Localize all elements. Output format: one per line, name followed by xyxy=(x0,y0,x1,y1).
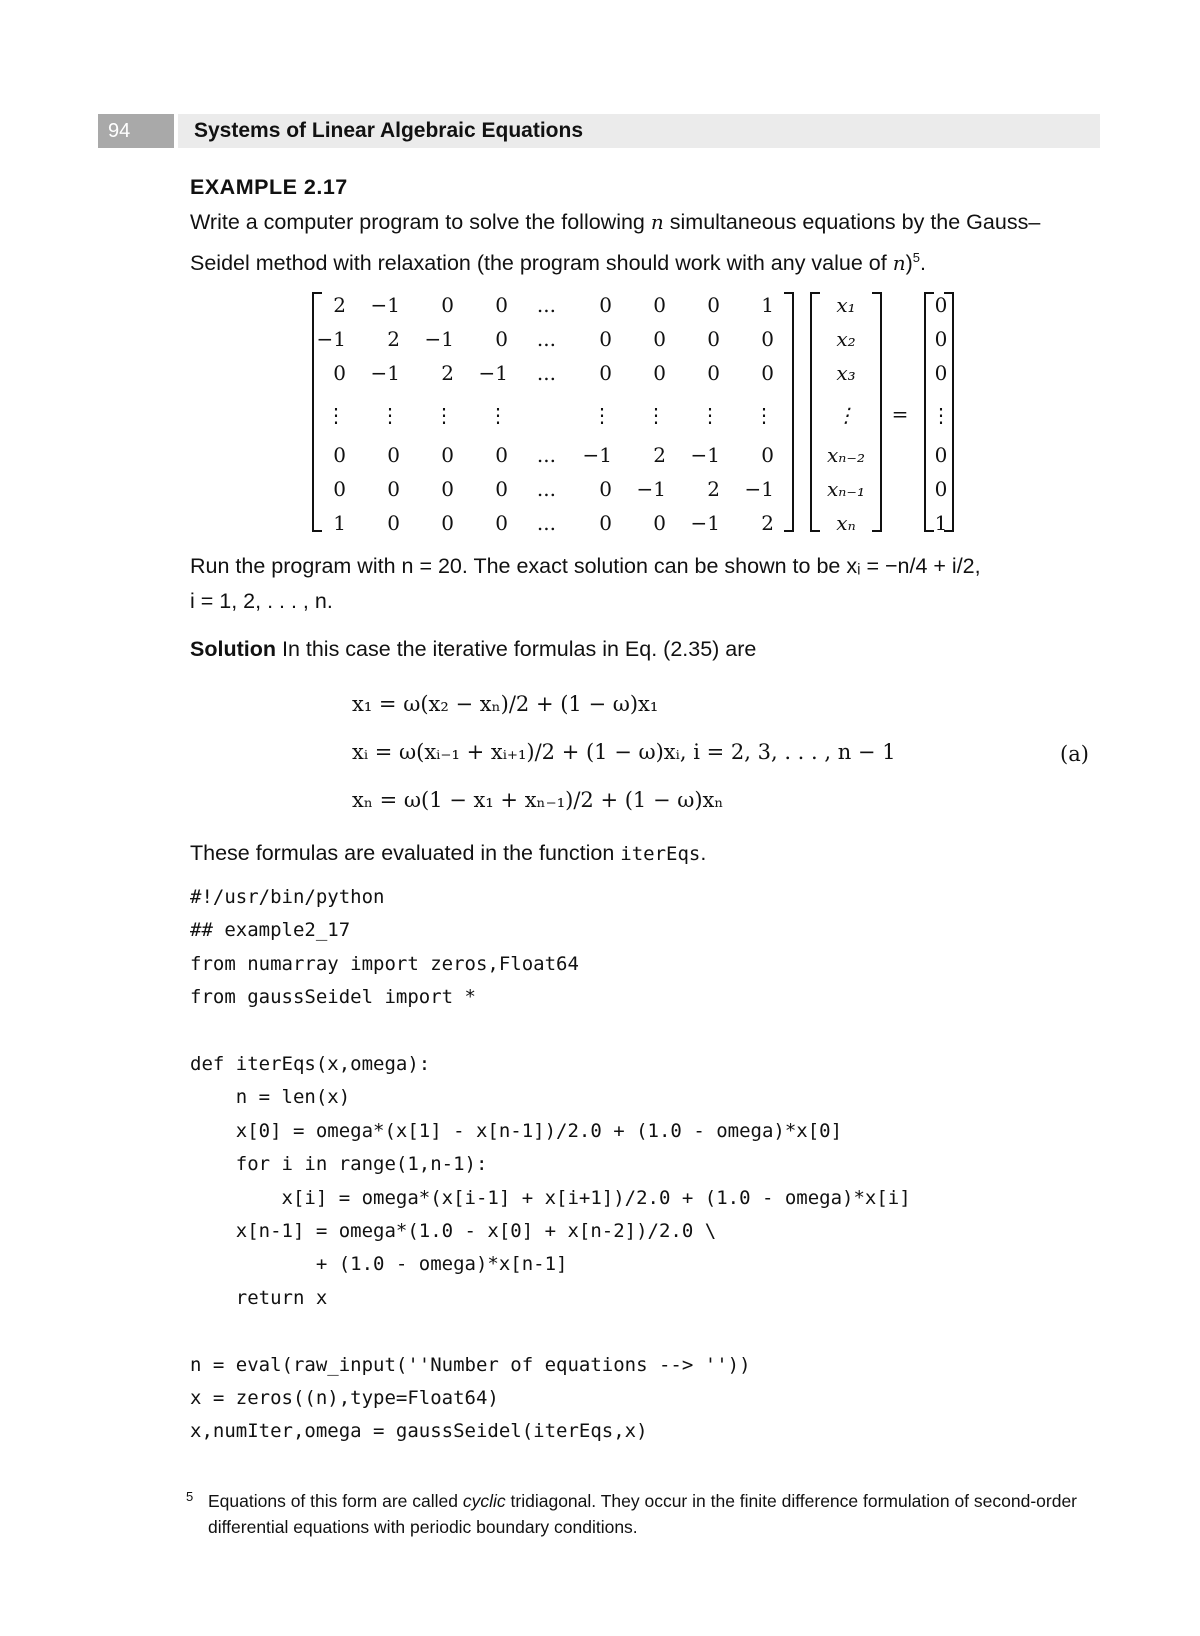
evaluated-text xyxy=(190,836,1100,872)
footnote-text-2: tridiagonal. They occur in the finite difference formulation of second-order differential equations with periodic boundary conditions. xyxy=(208,1491,1078,1537)
footnote xyxy=(186,1488,1106,1540)
rhs-entry: 1 xyxy=(934,511,948,535)
matrix-cell: 0 xyxy=(761,327,774,351)
matrix-cell: 0 xyxy=(653,511,666,535)
matrix-right-bracket xyxy=(784,292,794,532)
matrix-cell: 0 xyxy=(599,327,612,351)
matrix-cell: 0 xyxy=(387,443,400,467)
matrix-cell: −1 xyxy=(690,511,720,535)
matrix-cell: 0 xyxy=(441,293,454,317)
unknown-entry: x₂ xyxy=(836,327,856,351)
matrix-cell: ⋮ xyxy=(380,403,400,427)
code-line: x[n-1] = omega*(1.0 - x[0] + x[n-2])/2.0 \ xyxy=(190,1220,717,1242)
matrix-cell: 0 xyxy=(761,361,774,385)
matrix-cell: −1 xyxy=(478,361,508,385)
matrix-cell: −1 xyxy=(582,443,612,467)
equation-1: x₁ = ω(x₂ − xₙ)/2 + (1 − ω)x₁ xyxy=(352,692,659,716)
matrix-cell: 0 xyxy=(441,477,454,501)
page-number: 94 xyxy=(98,114,174,148)
matrix-cell: 0 xyxy=(599,477,612,501)
intro-text-1: Write a computer program to solve the following xyxy=(190,210,645,234)
example-intro xyxy=(190,205,1100,281)
code-line: ## example2_17 xyxy=(190,919,351,941)
running-title: Systems of Linear Algebraic Equations xyxy=(178,114,1100,148)
matrix-cell: 2 xyxy=(707,477,720,501)
matrix-cell: ⋮ xyxy=(754,403,774,427)
matrix-cell: −1 xyxy=(636,477,666,501)
matrix-cell: 2 xyxy=(387,327,400,351)
matrix-cell: −1 xyxy=(744,477,774,501)
unknown-entry: xₙ₋₁ xyxy=(827,477,865,501)
matrix-cell: ⋮ xyxy=(434,403,454,427)
rhs-entry: ⋮ xyxy=(931,403,951,427)
footnote-text-1: Equations of this form are called xyxy=(208,1491,458,1511)
matrix-cell: ⋮ xyxy=(592,403,612,427)
matrix-cell: ... xyxy=(536,477,556,501)
rhs-entry: 0 xyxy=(934,361,948,385)
matrix-cell: ... xyxy=(536,293,556,317)
code-line: x[i] = omega*(x[i-1] + x[i+1])/2.0 + (1.0 - omega)*x[i] xyxy=(190,1187,911,1209)
matrix-cell: 2 xyxy=(761,511,774,535)
unknown-entry: xₙ₋₂ xyxy=(827,443,865,467)
matrix-cell: 0 xyxy=(495,443,508,467)
rhs-entry: 0 xyxy=(934,293,948,317)
intro-n-2: n xyxy=(892,251,906,276)
matrix-cell: 0 xyxy=(599,293,612,317)
rhs-entry: 0 xyxy=(934,327,948,351)
equation-label: (a) xyxy=(1060,742,1089,766)
matrix-cell: ... xyxy=(536,511,556,535)
matrix-cell: 0 xyxy=(707,361,720,385)
matrix-cell: 0 xyxy=(387,477,400,501)
evaluated-after: . xyxy=(700,841,707,865)
code-line: from gaussSeidel import * xyxy=(190,986,476,1008)
equals-sign: = xyxy=(891,402,909,426)
run-text-line-1: Run the program with n = 20. The exact solution can be shown to be xᵢ = −n/4 + i/2, xyxy=(190,554,981,578)
code-line: n = len(x) xyxy=(190,1086,351,1108)
matrix-cell: 0 xyxy=(599,511,612,535)
solution-paragraph xyxy=(190,632,1100,667)
code-line: from numarray import zeros,Float64 xyxy=(190,953,579,975)
unknown-entry: x₁ xyxy=(836,293,856,317)
matrix-cell: ... xyxy=(536,443,556,467)
matrix-cell: 0 xyxy=(387,511,400,535)
footnote-ref: 5 xyxy=(912,250,921,265)
intro-n: n xyxy=(650,210,664,234)
vector-x-left-bracket xyxy=(810,292,820,532)
matrix-cell: 0 xyxy=(599,361,612,385)
matrix-cell: 0 xyxy=(761,443,774,467)
matrix-cell: −1 xyxy=(316,327,346,351)
matrix-cell: 0 xyxy=(653,293,666,317)
unknown-entry: x₃ xyxy=(836,361,856,385)
matrix-cell: −1 xyxy=(690,443,720,467)
evaluated-before: These formulas are evaluated in the function xyxy=(190,841,615,865)
matrix-cell: ... xyxy=(536,327,556,351)
code-line: x[0] = omega*(x[1] - x[n-1])/2.0 + (1.0 - omega)*x[0] xyxy=(190,1120,843,1142)
solution-label: Solution xyxy=(190,637,276,661)
matrix-cell: 1 xyxy=(761,293,774,317)
matrix-cell: 0 xyxy=(653,361,666,385)
code-line: n = eval(raw_input(''Number of equations --> '')) xyxy=(190,1354,751,1376)
matrix-cell: 0 xyxy=(495,327,508,351)
matrix-cell: ⋮ xyxy=(326,403,346,427)
code-line: x,numIter,omega = gaussSeidel(iterEqs,x) xyxy=(190,1420,648,1442)
matrix-cell: ⋮ xyxy=(700,403,720,427)
matrix-cell: 0 xyxy=(441,511,454,535)
equation-3: xₙ = ω(1 − x₁ + xₙ₋₁)/2 + (1 − ω)xₙ xyxy=(352,788,724,812)
matrix-cell: 0 xyxy=(495,477,508,501)
intro-text-2: simultaneous equations by the Gauss–Seidel method with relaxation (the program should work with any value of xyxy=(190,210,1041,276)
code-line: def iterEqs(x,omega): xyxy=(190,1053,431,1075)
equation-2: xᵢ = ω(xᵢ₋₁ + xᵢ₊₁)/2 + (1 − ω)xᵢ, i = 2, 3, . . . , n − 1 xyxy=(352,740,896,764)
matrix-cell: 2 xyxy=(333,293,346,317)
matrix-cell: 0 xyxy=(707,293,720,317)
matrix-cell: 0 xyxy=(495,293,508,317)
vector-x-right-bracket xyxy=(872,292,882,532)
intro-close-paren: ) xyxy=(905,251,913,276)
code-line: + (1.0 - omega)*x[n-1] xyxy=(190,1253,568,1275)
rhs-entry: 0 xyxy=(934,477,948,501)
matrix-cell: −1 xyxy=(370,361,400,385)
footnote-italic: cyclic xyxy=(462,1491,506,1511)
code-line: return x xyxy=(190,1287,328,1309)
matrix-cell: 0 xyxy=(707,327,720,351)
intro-period: . xyxy=(920,251,926,276)
matrix-cell: 1 xyxy=(333,511,346,535)
matrix-cell: 2 xyxy=(653,443,666,467)
code-line: x = zeros((n),type=Float64) xyxy=(190,1387,499,1409)
matrix-cell: −1 xyxy=(370,293,400,317)
solution-text: In this case the iterative formulas in Eq. (2.35) are xyxy=(281,637,757,661)
matrix-cell: 0 xyxy=(333,477,346,501)
matrix-cell: 0 xyxy=(333,443,346,467)
matrix-cell: 0 xyxy=(333,361,346,385)
matrix-cell: ... xyxy=(536,361,556,385)
matrix-cell: 0 xyxy=(653,327,666,351)
function-name: iterEqs xyxy=(620,843,701,865)
run-text-line-2: i = 1, 2, . . . , n. xyxy=(190,589,333,613)
footnote-mark: 5 xyxy=(186,1489,194,1504)
matrix-cell: 2 xyxy=(441,361,454,385)
code-line: for i in range(1,n-1): xyxy=(190,1153,488,1175)
unknown-entry: ⋮ xyxy=(836,403,856,427)
code-line: #!/usr/bin/python xyxy=(190,886,385,908)
matrix-cell: −1 xyxy=(424,327,454,351)
example-title: EXAMPLE 2.17 xyxy=(190,175,348,199)
unknown-entry: xₙ xyxy=(836,511,856,535)
matrix-cell: ⋮ xyxy=(488,403,508,427)
rhs-entry: 0 xyxy=(934,443,948,467)
matrix-cell: 0 xyxy=(495,511,508,535)
matrix-cell: 0 xyxy=(441,443,454,467)
matrix-cell: ⋮ xyxy=(646,403,666,427)
